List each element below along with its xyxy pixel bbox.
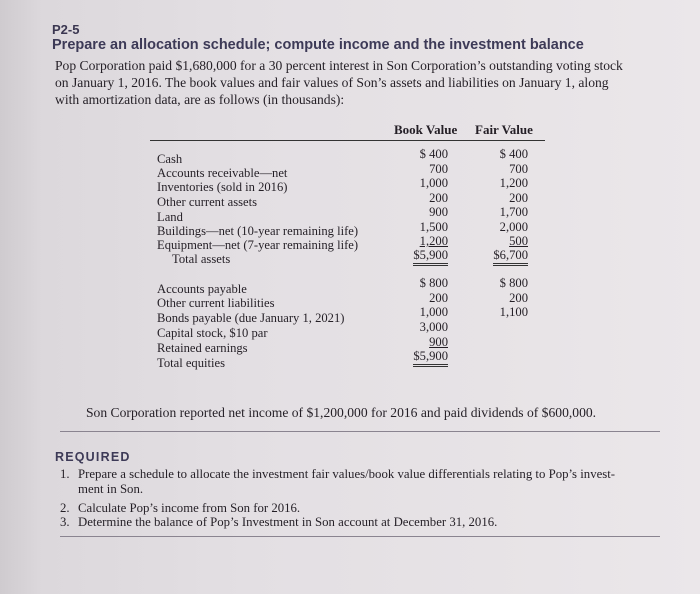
row-label-capital-stock: Capital stock, $10 par <box>157 326 268 340</box>
req-2-number: 2. <box>60 501 70 515</box>
book-total-assets-cell <box>378 248 448 263</box>
column-header-book-value: Book Value <box>394 122 458 137</box>
income-note: Son Corporation reported net income of $1,200,000 for 2016 and paid dividends of $600,000. <box>86 405 597 420</box>
req-3-number: 3. <box>60 515 70 529</box>
row-label-accounts-receivable: Accounts receivable—net <box>157 166 288 180</box>
required-heading: REQUIRED <box>55 450 131 464</box>
row-label-inventories: Inventories (sold in 2016) <box>157 180 288 194</box>
fair-land: 1,700 <box>499 205 528 219</box>
intro-line-2: on January 1, 2016. The book values and fair values of Son’s assets and liabilities on January 1, along <box>55 75 609 90</box>
book-cash: $ 400 <box>419 147 448 161</box>
section-divider <box>60 431 660 432</box>
row-label-bonds-payable: Bonds payable (due January 1, 2021) <box>157 311 345 325</box>
row-label-buildings: Buildings—net (10-year remaining life) <box>157 224 359 238</box>
req-1-line-1: Prepare a schedule to allocate the investment fair values/book value differentials relating to Pop’s invest- <box>78 467 616 481</box>
fair-accounts-receivable: 700 <box>509 162 528 176</box>
book-capital-stock: 3,000 <box>419 320 448 334</box>
book-retained-earnings: 900 <box>429 335 448 349</box>
book-total-equities: $5,900 <box>413 349 448 367</box>
req-1-line-2: ment in Son. <box>78 482 144 496</box>
header-rule <box>150 140 545 141</box>
row-label-equipment: Equipment—net (7-year remaining life) <box>157 238 359 252</box>
fair-buildings: 2,000 <box>499 220 528 234</box>
req-1-number: 1. <box>60 467 70 481</box>
row-label-total-assets: Total assets <box>172 252 231 266</box>
book-bonds-payable: 1,000 <box>419 305 448 319</box>
fair-total-assets: $6,700 <box>493 248 528 266</box>
row-label-cash: Cash <box>157 152 183 166</box>
book-total-equities-cell <box>378 349 448 364</box>
bottom-divider <box>60 536 660 537</box>
fair-total-assets-cell <box>458 248 528 263</box>
row-label-other-current-liabilities: Other current liabilities <box>157 296 275 310</box>
book-total-assets: $5,900 <box>413 248 448 266</box>
fair-cash: $ 400 <box>499 147 528 161</box>
column-header-fair-value: Fair Value <box>475 122 533 137</box>
book-accounts-receivable: 700 <box>429 162 448 176</box>
row-label-other-current-assets: Other current assets <box>157 195 258 209</box>
book-other-current-liabilities: 200 <box>429 291 448 305</box>
intro-line-1: Pop Corporation paid $1,680,000 for a 30 percent interest in Son Corporation’s outstanding voting stock <box>55 58 623 73</box>
book-accounts-payable: $ 800 <box>419 276 448 290</box>
book-land: 900 <box>429 205 448 219</box>
fair-inventories: 1,200 <box>499 176 528 190</box>
row-label-total-equities: Total equities <box>157 356 226 370</box>
fair-other-current-liabilities: 200 <box>509 291 528 305</box>
row-label-accounts-payable: Accounts payable <box>157 282 247 296</box>
problem-title: Prepare an allocation schedule; compute income and the investment balance <box>52 37 584 53</box>
req-2-text: Calculate Pop’s income from Son for 2016. <box>78 501 301 515</box>
req-3-text: Determine the balance of Pop’s Investment in Son account at December 31, 2016. <box>78 515 498 529</box>
problem-number: P2-5 <box>52 22 80 37</box>
fair-bonds-payable: 1,100 <box>499 305 528 319</box>
row-label-retained-earnings: Retained earnings <box>157 341 248 355</box>
intro-line-3: with amortization data, are as follows (in thousands): <box>55 92 345 107</box>
book-other-current-assets: 200 <box>429 191 448 205</box>
fair-equipment: 500 <box>509 234 528 248</box>
row-label-land: Land <box>157 210 183 224</box>
book-buildings: 1,500 <box>419 220 448 234</box>
fair-accounts-payable: $ 800 <box>499 276 528 290</box>
book-inventories: 1,000 <box>419 176 448 190</box>
book-equipment: 1,200 <box>419 234 448 248</box>
fair-other-current-assets: 200 <box>509 191 528 205</box>
